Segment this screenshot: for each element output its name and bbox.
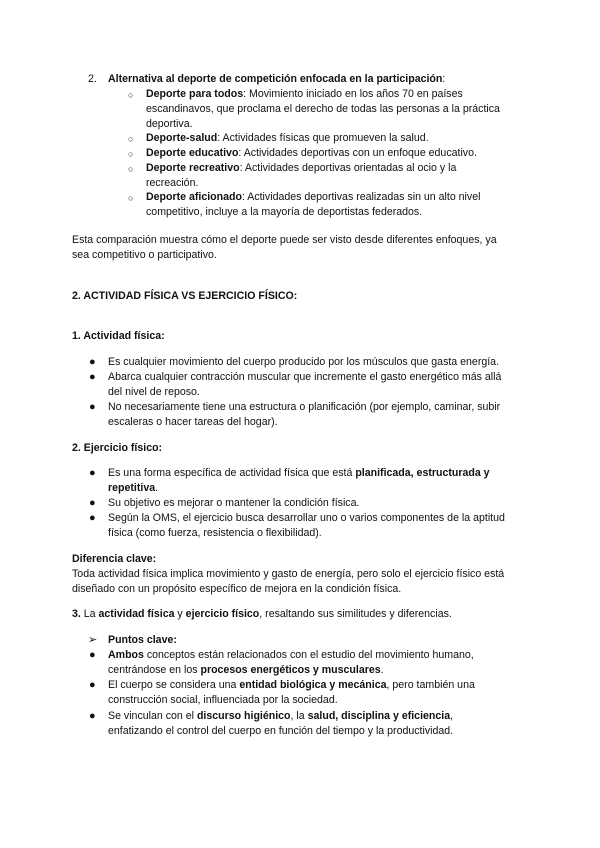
bullet-icon: ● (89, 710, 96, 722)
subsection-heading: 1. Actividad física: (72, 330, 165, 342)
bullet-text: Ambos conceptos están relacionados con el estudio del movimiento humano, (108, 649, 474, 661)
sub-item-line: escandinavos, que proclama el derecho de todas las personas a la práctica (146, 103, 500, 115)
bullet-text: repetitiva. (108, 482, 159, 494)
bullet-text: física (como fuerza, resistencia o flexibilidad). (108, 527, 322, 539)
sub-item: Deporte-salud: Actividades físicas que promueven la salud. (146, 132, 429, 144)
bullet-text: No necesariamente tiene una estructura o planificación (por ejemplo, caminar, subir (108, 401, 501, 413)
bullet-icon: ● (89, 649, 96, 661)
bullet-icon: ● (89, 401, 96, 413)
bullet-text: Es una forma específica de actividad física que está planificada, estructurada y (108, 467, 490, 479)
paragraph-line: Toda actividad física implica movimiento y gasto de energía, pero solo el ejercicio físico está (72, 568, 505, 580)
bullet-text: del nivel de reposo. (108, 386, 200, 398)
item-title: Alternativa al deporte de competición enfocada en la participación: (108, 73, 446, 85)
bullet-icon: ● (89, 512, 96, 524)
section-heading: 2. ACTIVIDAD FÍSICA VS EJERCICIO FÍSICO: (72, 290, 298, 302)
circle-bullet-icon: ○ (128, 164, 134, 174)
bullet-text: Abarca cualquier contracción muscular que incremente el gasto energético más allá (108, 371, 502, 383)
list-number: 2. (88, 73, 97, 85)
circle-bullet-icon: ○ (128, 193, 134, 203)
bullet-text: Su objetivo es mejorar o mantener la condición física. (108, 497, 360, 509)
bullet-text: centrándose en los procesos energéticos y musculares. (108, 664, 384, 676)
bullet-text: Es cualquier movimiento del cuerpo producido por los músculos que gasta energía. (108, 356, 500, 368)
subsection-heading: 2. Ejercicio físico: (72, 442, 163, 454)
numbered-paragraph: 3. La actividad física y ejercicio físico, resaltando sus similitudes y diferencias. (72, 608, 452, 620)
bullet-icon: ● (89, 497, 96, 509)
sub-item-line: deportiva. (146, 118, 193, 130)
sub-item: Deporte educativo: Actividades deportivas con un enfoque educativo. (146, 147, 477, 159)
sub-item: Deporte aficionado: Actividades deportivas realizadas sin un alto nivel (146, 191, 481, 203)
bullet-text: enfatizando el control del cuerpo en función del tiempo y la productividad. (108, 725, 454, 737)
circle-bullet-icon: ○ (128, 90, 134, 100)
bullet-icon: ● (89, 371, 96, 383)
sub-item: Deporte recreativo: Actividades deportivas orientadas al ocio y la (146, 162, 457, 174)
list-heading: Puntos clave: (108, 634, 177, 646)
bullet-text: El cuerpo se considera una entidad biológica y mecánica, pero también una (108, 679, 475, 691)
bullet-icon: ● (89, 679, 96, 691)
bullet-text: construcción social, influenciada por la sociedad. (108, 694, 338, 706)
arrow-bullet-icon: ➢ (88, 634, 98, 646)
bullet-text: Se vinculan con el discurso higiénico, la salud, disciplina y eficiencia, (108, 710, 454, 722)
callout-heading: Diferencia clave: (72, 553, 157, 565)
circle-bullet-icon: ○ (128, 149, 134, 159)
sub-item-line: recreación. (146, 177, 199, 189)
bullet-text: Según la OMS, el ejercicio busca desarrollar uno o varios componentes de la aptitud (108, 512, 505, 524)
circle-bullet-icon: ○ (128, 134, 134, 144)
paragraph-line: sea competitivo o participativo. (72, 249, 217, 261)
bullet-text: escaleras o hacer tareas del hogar). (108, 416, 278, 428)
bullet-icon: ● (89, 467, 96, 479)
paragraph-line: Esta comparación muestra cómo el deporte puede ser visto desde diferentes enfoques, ya (72, 234, 497, 246)
bullet-icon: ● (89, 356, 96, 368)
paragraph-line: diseñado con un propósito específico de mejora en la condición física. (72, 583, 402, 595)
sub-item-line: competitivo, incluye a la mayoría de deportistas federados. (146, 206, 423, 218)
sub-item: Deporte para todos: Movimiento iniciado en los años 70 en países (146, 88, 463, 100)
